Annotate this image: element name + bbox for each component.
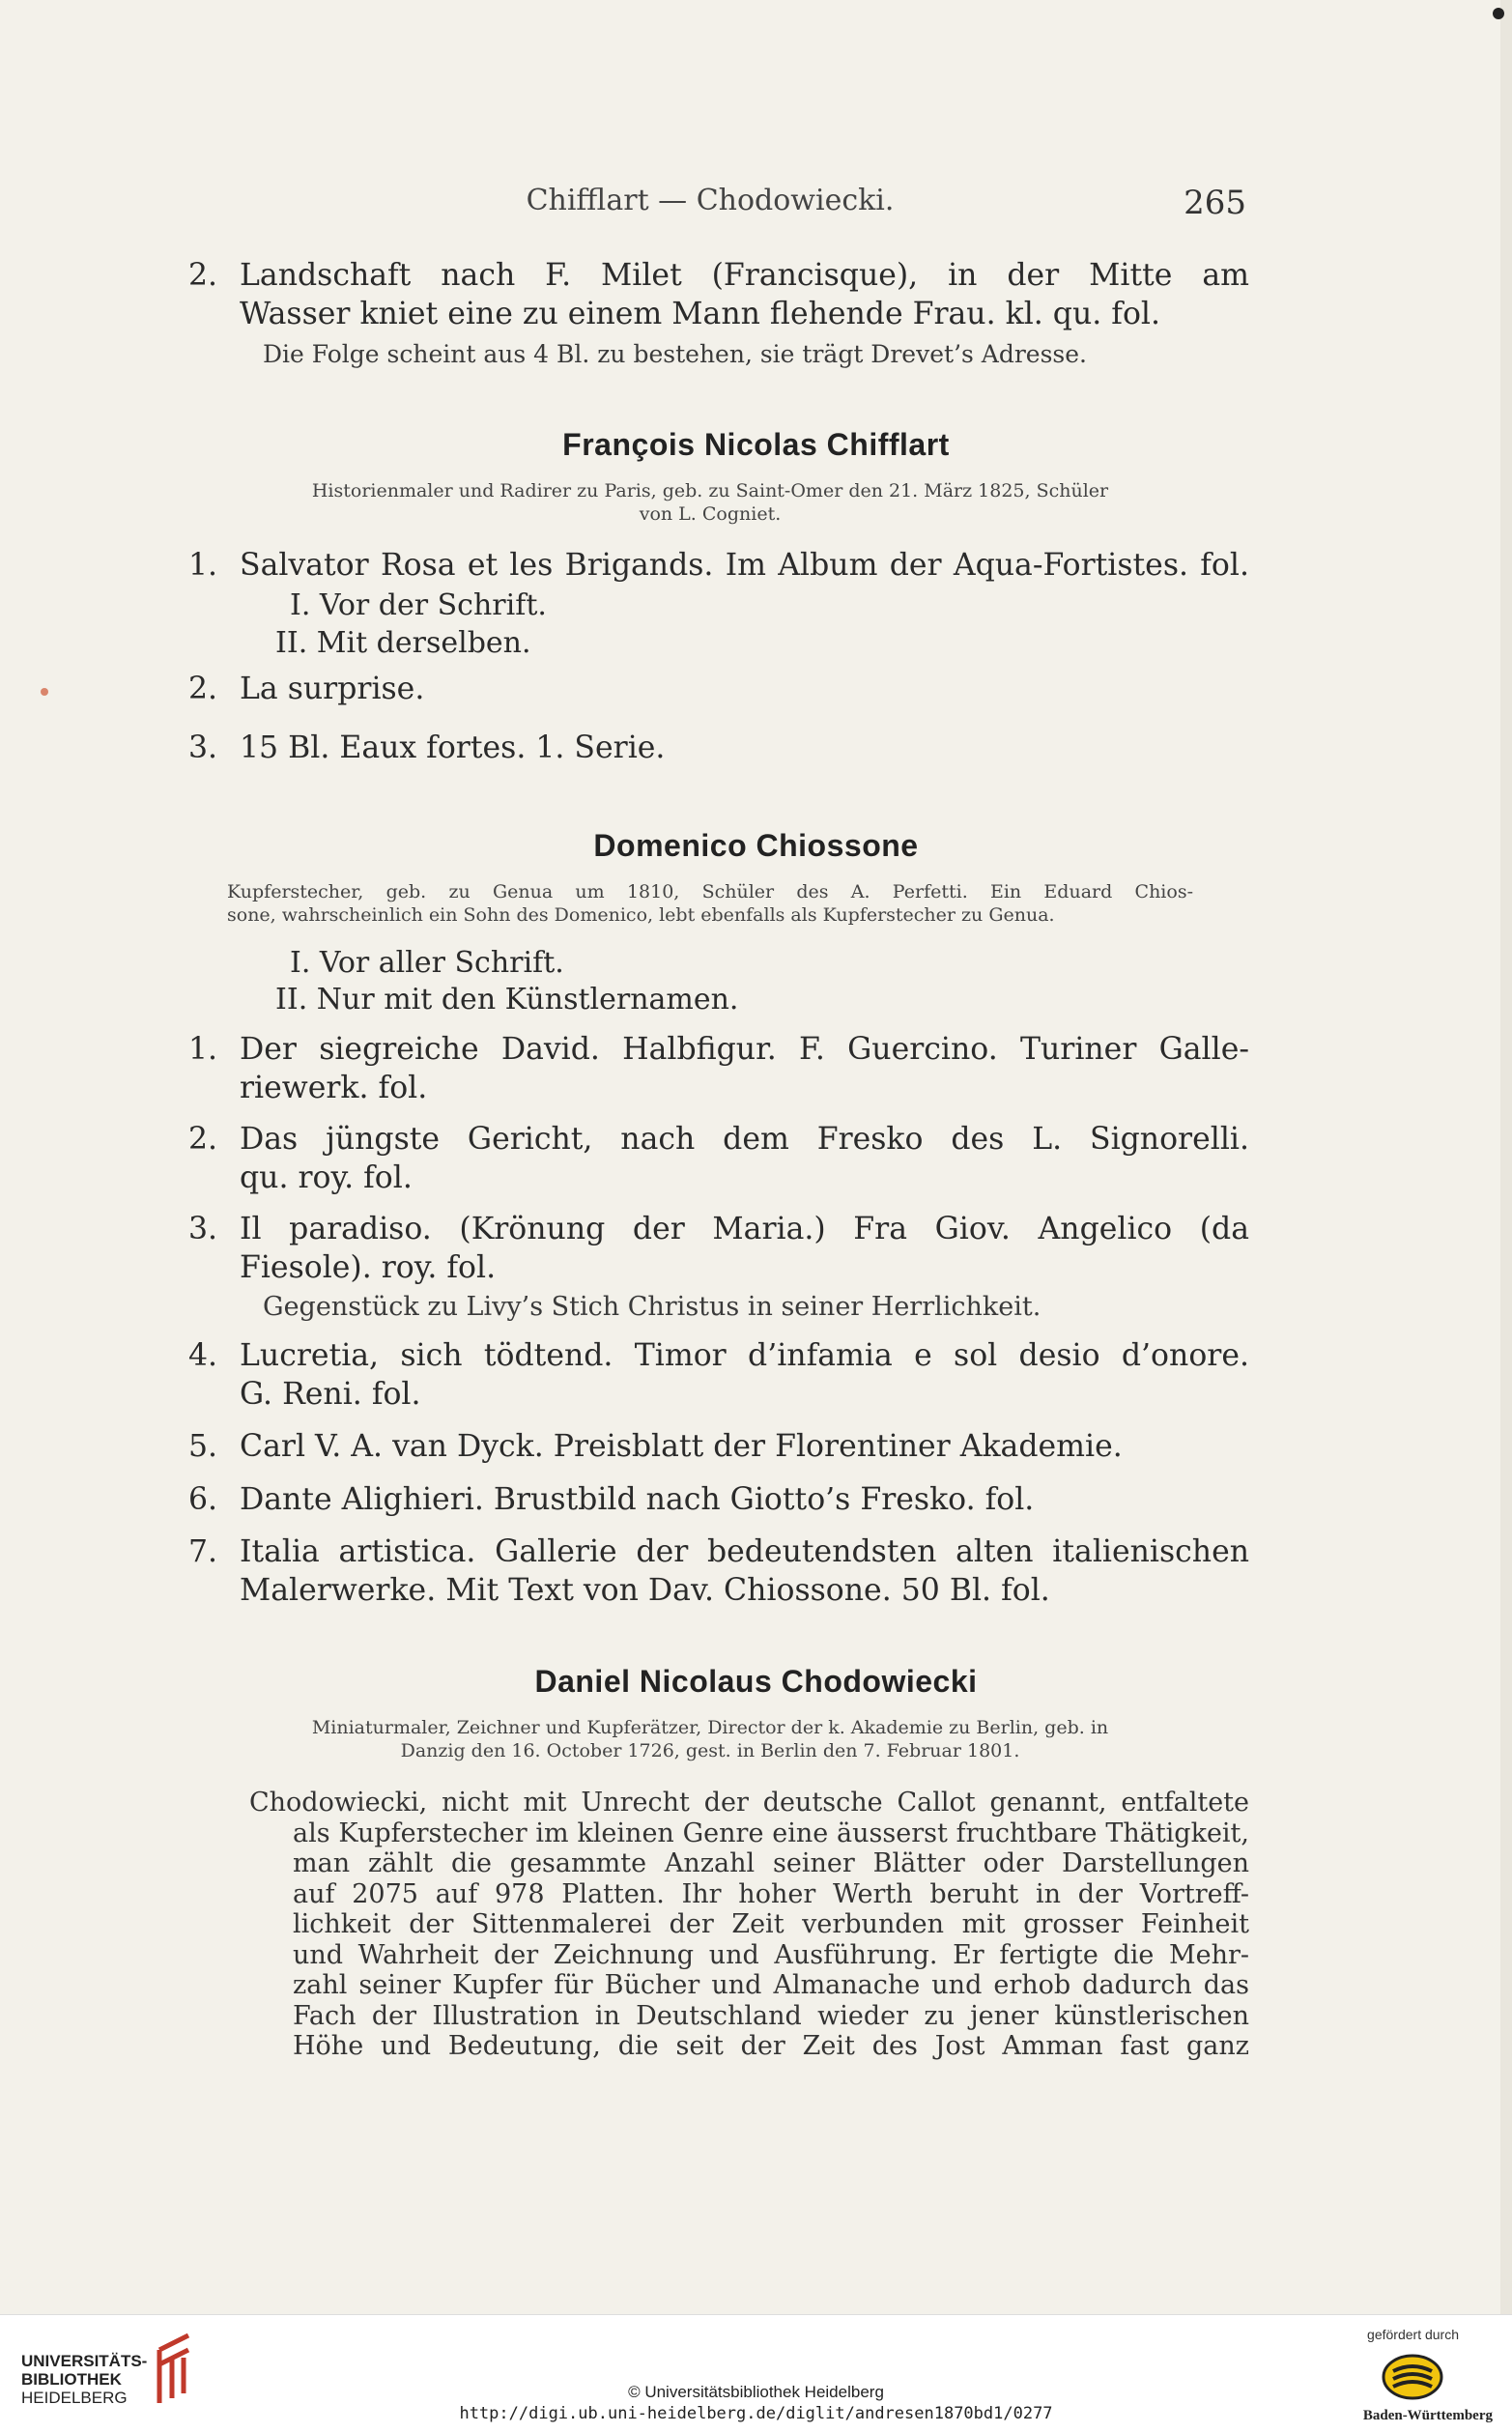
entry-line: qu. roy. fol.: [240, 1160, 413, 1195]
biography-paragraph: [249, 1788, 1249, 2062]
list-item: [188, 1336, 1249, 1414]
entry-number: 4.: [188, 1338, 218, 1373]
entry-top-2: [188, 256, 1249, 333]
paragraph-line: auf 2075 auf 978 Platten. Ihr hoher Werth beruht in der Vortreff-: [293, 1878, 1249, 1909]
paragraph-line: Höhe und Bedeutung, die seit der Zeit des Jost Amman fast ganz: [293, 2031, 1249, 2061]
library-line: UNIVERSITÄTS-: [21, 2352, 148, 2370]
funder-name: Baden-Württemberg: [1362, 2408, 1493, 2423]
bio-line: Historienmaler und Radirer zu Paris, geb. zu Saint-Omer den 21. März 1825, Schüler: [311, 480, 1109, 501]
funded-by-label: gefördert durch: [1367, 2327, 1459, 2342]
entry-number: 3.: [188, 1212, 218, 1246]
entry-line: Wasser kniet eine zu einem Mann flehende Frau. kl. qu. fol.: [240, 297, 1160, 331]
entry-number: 2.: [188, 1122, 218, 1157]
entry-number: 2.: [188, 258, 218, 293]
corner-marker: [1493, 8, 1504, 19]
list-item: [188, 729, 1249, 767]
state-line: II. Nur mit den Künstlernamen.: [275, 983, 739, 1016]
entry-number: 1.: [188, 548, 218, 583]
paragraph-line: Chodowiecki, nicht mit Unrecht der deutsche Callot genannt, entfaltete: [249, 1788, 1249, 1818]
paragraph-line: lichkeit der Sittenmalerei der Zeit verbunden mit grosser Feinheit: [293, 1909, 1249, 1939]
entry-number: 7.: [188, 1534, 218, 1569]
library-line: BIBLIOTHEK: [21, 2370, 122, 2389]
source-url-link[interactable]: http://digi.ub.uni-heidelberg.de/diglit/andresen1870bd1/0277: [459, 2404, 1053, 2423]
entry-number: 3.: [188, 730, 218, 765]
list-item: [188, 1120, 1249, 1197]
entry-number: 1.: [188, 1032, 218, 1067]
page-number: 265: [1184, 184, 1246, 222]
entry-line: Dante Alighieri. Brustbild nach Giotto’s Fresko. fol.: [240, 1482, 1035, 1517]
library-line: HEIDELBERG: [21, 2389, 128, 2407]
paragraph-line: man zählt die gesammte Anzahl seiner Blätter oder Darstellungen: [293, 1848, 1249, 1878]
list-item: [188, 1532, 1249, 1610]
artist-bio: [227, 479, 1193, 526]
paragraph-line: und Wahrheit der Zeichnung und Ausführung. Er fertigte die Mehr-: [293, 1939, 1249, 1970]
entry-line: Malerwerke. Mit Text von Dav. Chiossone. 50 Bl. fol.: [240, 1573, 1050, 1608]
artist-bio: [227, 880, 1193, 927]
paragraph-line: zahl seiner Kupfer für Bücher und Almanache und erhob dadurch das: [293, 1970, 1249, 2000]
list-item: [188, 1427, 1249, 1466]
entry-line: Der siegreiche David. Halbfigur. F. Guercino. Turiner Galle-: [240, 1032, 1249, 1067]
entry-line: Carl V. A. van Dyck. Preisblatt der Florentiner Akademie.: [240, 1429, 1123, 1464]
entry-line: G. Reni. fol.: [240, 1377, 421, 1412]
margin-mark: [41, 688, 48, 696]
state-line: I. Vor der Schrift.: [290, 588, 547, 622]
artist-heading: Daniel Nicolaus Chodowiecki: [534, 1664, 978, 1699]
artist-bio: [227, 1716, 1193, 1762]
artist-heading: François Nicolas Chifflart: [562, 427, 950, 462]
state-line: II. Mit derselben.: [275, 626, 531, 660]
state-line: I. Vor aller Schrift.: [290, 946, 564, 980]
entry-line: Salvator Rosa et les Brigands. Im Album der Aqua-Fortistes. fol.: [240, 548, 1249, 583]
entry-line: Italia artistica. Gallerie der bedeutendsten alten italienischen: [240, 1534, 1249, 1569]
paragraph-line: als Kupferstecher im kleinen Genre eine äusserst fruchtbare Thätigkeit,: [293, 1818, 1249, 1848]
footer-bar: [0, 2314, 1512, 2433]
entry-line: Das jüngste Gericht, nach dem Fresko des L. Signorelli.: [240, 1122, 1249, 1157]
bio-line: sone, wahrscheinlich ein Sohn des Domenico, lebt ebenfalls als Kupferstecher zu Genua.: [227, 904, 1055, 926]
bio-line: Kupferstecher, geb. zu Genua um 1810, Schüler des A. Perfetti. Ein Eduard Chios-: [227, 881, 1193, 902]
state-coat-of-arms-icon: [1380, 2352, 1445, 2402]
list-item: [188, 1210, 1249, 1287]
entry-number: 5.: [188, 1429, 218, 1464]
entry-number: 2.: [188, 672, 218, 706]
entry-line: riewerk. fol.: [240, 1071, 428, 1105]
entry-line: 15 Bl. Eaux fortes. 1. Serie.: [240, 730, 666, 765]
list-item: [188, 670, 1249, 708]
entry-line: La surprise.: [240, 672, 425, 706]
entry-line: Fiesole). roy. fol.: [240, 1250, 497, 1285]
entry-line: Il paradiso. (Krönung der Maria.) Fra Giov. Angelico (da: [240, 1212, 1249, 1246]
running-header: [174, 184, 1246, 232]
bio-line: von L. Cogniet.: [639, 503, 782, 525]
bio-line: Danzig den 16. October 1726, gest. in Berlin den 7. Februar 1801.: [400, 1740, 1020, 1761]
list-item: [188, 546, 1249, 585]
entry-line: Lucretia, sich tödtend. Timor d’infamia e sol desio d’onore.: [240, 1338, 1249, 1373]
artist-heading: Domenico Chiossone: [593, 828, 919, 863]
entry-note: Gegenstück zu Livy’s Stich Christus in seiner Herrlichkeit.: [263, 1292, 1041, 1322]
entry-line: Landschaft nach F. Milet (Francisque), in der Mitte am: [240, 258, 1249, 293]
paragraph-line: Fach der Illustration in Deutschland wieder zu jener künstlerischen: [293, 2000, 1249, 2031]
bio-line: Miniaturmaler, Zeichner und Kupferätzer, Director der k. Akademie zu Berlin, geb. in: [311, 1717, 1109, 1738]
running-title: Chifflart — Chodowiecki.: [526, 184, 895, 217]
list-item: [188, 1480, 1249, 1519]
entry-number: 6.: [188, 1482, 218, 1517]
entry-note: Die Folge scheint aus 4 Bl. zu bestehen, sie trägt Drevet’s Adresse.: [263, 340, 1087, 368]
list-item: [188, 1030, 1249, 1107]
page-edge: [1500, 0, 1512, 2314]
copyright-text: © Universitätsbibliothek Heidelberg: [628, 2383, 884, 2401]
